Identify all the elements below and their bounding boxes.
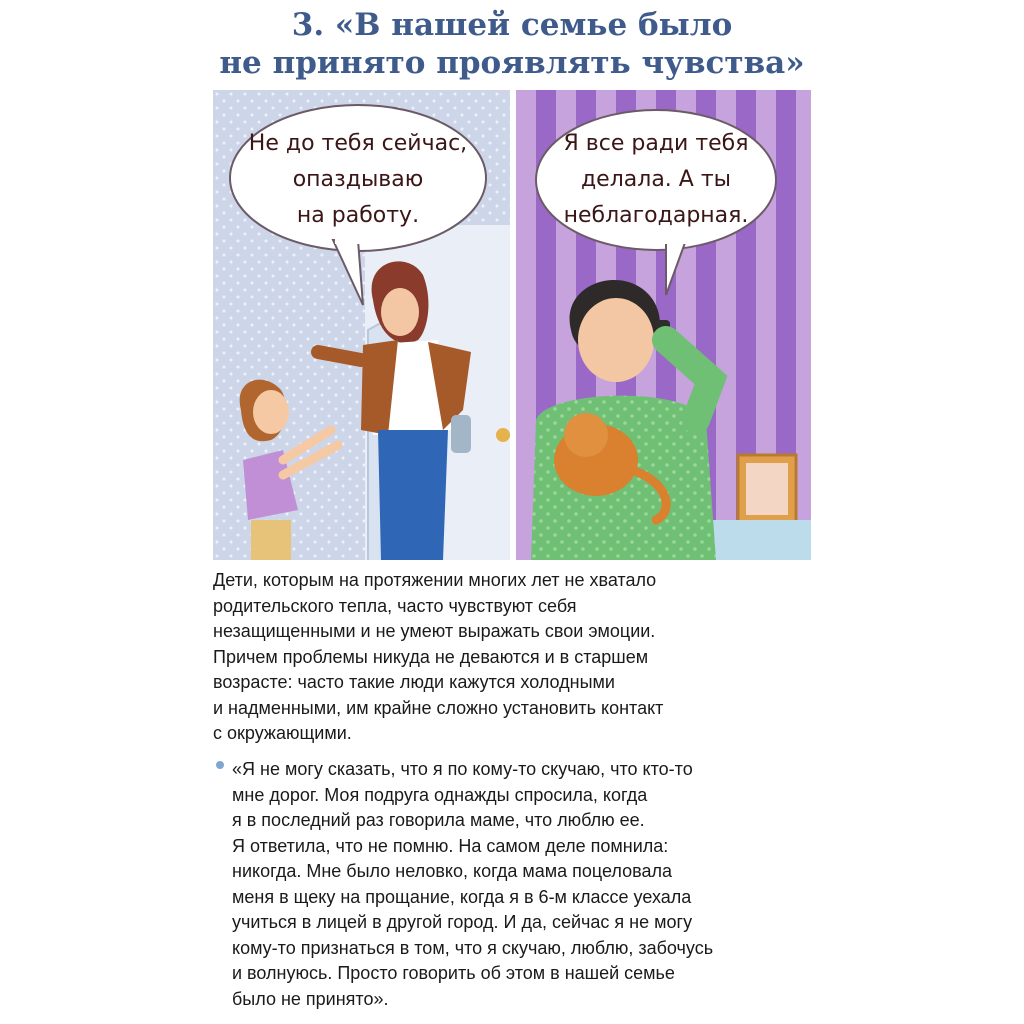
left-illustration (213, 90, 510, 560)
quote-line: Я ответила, что не помню. На самом деле помнила: (232, 835, 669, 856)
bubble-line-2: делала. А ты (580, 167, 732, 192)
paragraph-line: с окружающими. (213, 723, 352, 743)
quote-line: я в последний раз говорила маме, что люблю ее. (232, 810, 645, 830)
quote-line: никогда. Мне было неловко, когда мама поцеловала (232, 861, 672, 881)
article-heading (0, 6, 1024, 82)
quote-line: меня в щеку на прощание, когда я в 6-м классе уехала (232, 886, 692, 907)
paragraph-line: Причем проблемы никуда не деваются и в старшем (213, 646, 649, 667)
article-paragraph (213, 568, 813, 747)
left-illustration-svg (213, 90, 510, 560)
heading-line-1: 3. «В нашей семье было (291, 7, 733, 43)
bubble-line-1: Не до тебя сейчас, (248, 131, 468, 156)
quote-line: учиться в лицей в другой город. И да, сейчас я не могу (232, 912, 693, 932)
bubble-line-3: неблагодарная. (563, 203, 749, 228)
bubble-line-1: Я все ради тебя (563, 131, 749, 156)
quote-line: мне дорог. Моя подруга однажды спросила, когда (232, 784, 648, 805)
quote-line: кому-то признаться в том, что я скучаю, люблю, забочусь (232, 937, 714, 958)
quote-line: и волнуюсь. Просто говорить об этом в нашей семье (232, 963, 675, 983)
bubble-line-3: на работу. (296, 203, 420, 228)
paragraph-line: и надменными, им крайне сложно установить контакт (213, 697, 664, 718)
paragraph-line: возрасте: часто такие люди кажутся холодными (213, 672, 615, 692)
paragraph-line: родительского тепла, часто чувствуют себя (213, 595, 577, 616)
right-illustration-svg (516, 90, 811, 560)
bullet-icon (216, 761, 224, 769)
quote-line: было не принято». (232, 988, 389, 1009)
bubble-line-2: опаздываю (292, 167, 424, 192)
paragraph-line: незащищенными и не умеют выражать свои эмоции. (213, 621, 656, 641)
quote-block (232, 757, 832, 1012)
heading-line-2: не принято проявлять чувства» (219, 45, 805, 81)
table (706, 520, 811, 560)
door-knob (496, 428, 510, 442)
quote-line: «Я не могу сказать, что я по кому-то скучаю, что кто-то (232, 759, 693, 779)
paragraph-line: Дети, которым на протяжении многих лет не хватало (213, 570, 657, 590)
right-illustration (516, 90, 811, 560)
